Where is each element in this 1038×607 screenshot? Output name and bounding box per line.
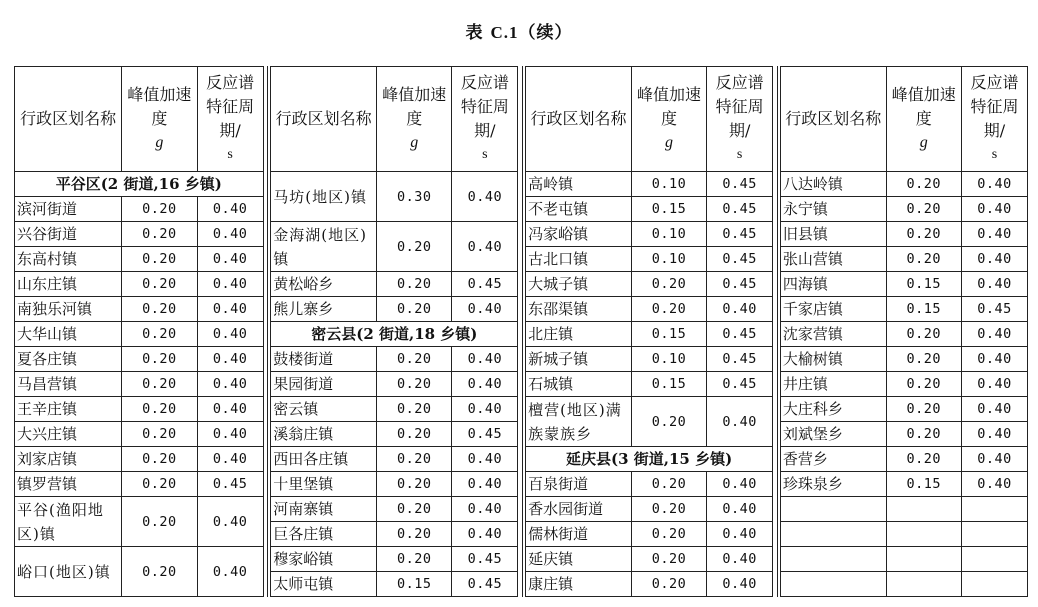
region-name: 新城子镇	[524, 347, 631, 372]
period-value: 0.45	[707, 347, 773, 372]
period-value: 0.40	[452, 472, 518, 497]
column-header-name: 行政区划名称	[15, 67, 122, 172]
region-name: 穆家峪镇	[269, 547, 376, 572]
region-name: 兴谷街道	[15, 222, 122, 247]
period-value: 0.45	[707, 222, 773, 247]
pga-value: 0.10	[631, 247, 706, 272]
pga-value: 0.20	[886, 347, 961, 372]
pga-value: 0.20	[122, 347, 197, 372]
period-value: 0.45	[452, 422, 518, 447]
region-name: 北庄镇	[524, 322, 631, 347]
region-name: 檀营(地区)满族蒙族乡	[524, 397, 631, 447]
column-header-name: 行政区划名称	[779, 67, 886, 172]
period-value: 0.40	[197, 247, 263, 272]
region-name: 香水园街道	[524, 497, 631, 522]
caption-code: C.1	[490, 23, 519, 42]
period-value: 0.40	[197, 422, 263, 447]
region-name: 延庆镇	[524, 547, 631, 572]
region-name: 百泉街道	[524, 472, 631, 497]
region-name: 巨各庄镇	[269, 522, 376, 547]
period-value: 0.40	[197, 222, 263, 247]
period-value: 0.40	[197, 197, 263, 222]
table-row	[15, 272, 1028, 297]
column-header-pga	[886, 67, 961, 172]
pga-value: 0.20	[122, 472, 197, 497]
pga-value: 0.20	[631, 547, 706, 572]
pga-value: 0.20	[631, 472, 706, 497]
region-name: 十里堡镇	[269, 472, 376, 497]
table-row	[15, 497, 1028, 522]
empty-cell	[886, 547, 961, 572]
column-header-period	[452, 67, 518, 172]
table-row	[15, 297, 1028, 322]
column-header-period	[707, 67, 773, 172]
period-value: 0.40	[961, 472, 1027, 497]
column-header-pga	[377, 67, 452, 172]
region-name: 古北口镇	[524, 247, 631, 272]
table-row	[15, 447, 1028, 472]
pga-value: 0.20	[122, 447, 197, 472]
seismic-parameter-table	[14, 66, 1028, 597]
period-value: 0.40	[961, 272, 1027, 297]
period-value: 0.40	[452, 297, 518, 322]
table-row	[15, 322, 1028, 347]
period-value: 0.40	[707, 497, 773, 522]
pga-value: 0.20	[886, 247, 961, 272]
period-value: 0.40	[197, 497, 263, 547]
pga-value: 0.20	[886, 447, 961, 472]
region-name: 河南寨镇	[269, 497, 376, 522]
period-value: 0.40	[961, 197, 1027, 222]
empty-cell	[961, 572, 1027, 597]
header-period-unit: s	[991, 147, 998, 162]
region-name: 王辛庄镇	[15, 397, 122, 422]
pga-value: 0.20	[631, 397, 706, 447]
table-row	[15, 372, 1028, 397]
region-name: 刘斌堡乡	[779, 422, 886, 447]
region-name: 峪口(地区)镇	[15, 547, 122, 597]
pga-value: 0.20	[122, 372, 197, 397]
column-header-period	[197, 67, 263, 172]
region-name: 大榆树镇	[779, 347, 886, 372]
header-period-unit: s	[482, 147, 488, 162]
pga-value: 0.20	[631, 522, 706, 547]
empty-cell	[961, 547, 1027, 572]
section-heading: 密云县(2 街道,18 乡镇)	[269, 322, 518, 347]
pga-value: 0.15	[377, 572, 452, 597]
region-name: 大华山镇	[15, 322, 122, 347]
region-name: 密云镇	[269, 397, 376, 422]
period-value: 0.40	[452, 372, 518, 397]
region-name: 康庄镇	[524, 572, 631, 597]
table-row	[15, 347, 1028, 372]
region-name: 永宁镇	[779, 197, 886, 222]
period-value: 0.45	[197, 472, 263, 497]
section-heading: 平谷区(2 街道,16 乡镇)	[15, 172, 264, 197]
section-heading: 延庆县(3 街道,15 乡镇)	[524, 447, 773, 472]
region-name: 大城子镇	[524, 272, 631, 297]
region-name: 黄松峪乡	[269, 272, 376, 297]
column-header-name: 行政区划名称	[269, 67, 376, 172]
region-name: 鼓楼街道	[269, 347, 376, 372]
table-row	[15, 172, 1028, 197]
pga-value: 0.20	[377, 472, 452, 497]
region-name: 高岭镇	[524, 172, 631, 197]
pga-value: 0.20	[122, 272, 197, 297]
pga-value: 0.20	[122, 397, 197, 422]
pga-value: 0.20	[631, 572, 706, 597]
pga-value: 0.20	[377, 297, 452, 322]
period-value: 0.45	[452, 547, 518, 572]
pga-value: 0.10	[631, 222, 706, 247]
column-header-pga	[631, 67, 706, 172]
period-value: 0.40	[961, 172, 1027, 197]
pga-value: 0.20	[377, 447, 452, 472]
period-value: 0.40	[961, 347, 1027, 372]
pga-value: 0.20	[377, 347, 452, 372]
region-name: 冯家峪镇	[524, 222, 631, 247]
pga-value: 0.10	[631, 347, 706, 372]
period-value: 0.40	[707, 547, 773, 572]
pga-value: 0.20	[886, 422, 961, 447]
period-value: 0.45	[707, 247, 773, 272]
empty-cell	[961, 522, 1027, 547]
panel-gap	[518, 422, 524, 447]
header-pga-label: 峰值加速度	[127, 85, 192, 128]
table-row	[15, 247, 1028, 272]
region-name: 大兴庄镇	[15, 422, 122, 447]
header-pga-unit: g	[664, 134, 673, 151]
period-value: 0.40	[452, 222, 518, 272]
empty-cell	[886, 522, 961, 547]
header-period-label: 反应谱特征周期/	[206, 73, 255, 140]
period-value: 0.45	[707, 197, 773, 222]
pga-value: 0.20	[886, 372, 961, 397]
region-name: 马坊(地区)镇	[269, 172, 376, 222]
region-name: 香营乡	[779, 447, 886, 472]
pga-value: 0.20	[377, 547, 452, 572]
region-name: 溪翁庄镇	[269, 422, 376, 447]
region-name: 西田各庄镇	[269, 447, 376, 472]
pga-value: 0.20	[377, 372, 452, 397]
region-name: 果园街道	[269, 372, 376, 397]
pga-value: 0.20	[631, 272, 706, 297]
table-row	[15, 472, 1028, 497]
period-value: 0.40	[707, 572, 773, 597]
period-value: 0.40	[961, 447, 1027, 472]
pga-value: 0.20	[886, 197, 961, 222]
header-period-label: 反应谱特征周期/	[970, 73, 1019, 140]
region-name: 平谷(渔阳地区)镇	[15, 497, 122, 547]
period-value: 0.40	[452, 397, 518, 422]
pga-value: 0.20	[377, 422, 452, 447]
period-value: 0.40	[961, 247, 1027, 272]
period-value: 0.40	[707, 522, 773, 547]
pga-value: 0.20	[122, 322, 197, 347]
period-value: 0.45	[707, 322, 773, 347]
region-name: 儒林街道	[524, 522, 631, 547]
region-name: 滨河街道	[15, 197, 122, 222]
region-name: 东高村镇	[15, 247, 122, 272]
period-value: 0.45	[707, 272, 773, 297]
period-value: 0.40	[452, 447, 518, 472]
period-value: 0.40	[707, 397, 773, 447]
period-value: 0.40	[197, 322, 263, 347]
region-name: 金海湖(地区)镇	[269, 222, 376, 272]
pga-value: 0.20	[631, 497, 706, 522]
period-value: 0.45	[452, 272, 518, 297]
header-period-label: 反应谱特征周期/	[460, 73, 509, 140]
pga-value: 0.20	[377, 222, 452, 272]
empty-cell	[779, 572, 886, 597]
pga-value: 0.20	[122, 197, 197, 222]
caption-prefix: 表	[465, 23, 491, 43]
period-value: 0.45	[452, 572, 518, 597]
region-name: 珍珠泉乡	[779, 472, 886, 497]
region-name: 熊儿寨乡	[269, 297, 376, 322]
pga-value: 0.20	[377, 522, 452, 547]
period-value: 0.45	[707, 372, 773, 397]
region-name: 夏各庄镇	[15, 347, 122, 372]
caption-suffix: （续）	[518, 23, 573, 43]
period-value: 0.40	[961, 422, 1027, 447]
table-caption	[0, 18, 1038, 43]
region-name: 不老屯镇	[524, 197, 631, 222]
region-name: 八达岭镇	[779, 172, 886, 197]
period-value: 0.40	[197, 297, 263, 322]
period-value: 0.40	[197, 397, 263, 422]
pga-value: 0.20	[886, 397, 961, 422]
period-value: 0.40	[197, 272, 263, 297]
pga-value: 0.15	[886, 297, 961, 322]
region-name: 山东庄镇	[15, 272, 122, 297]
column-header-pga	[122, 67, 197, 172]
region-name: 南独乐河镇	[15, 297, 122, 322]
region-name: 千家店镇	[779, 297, 886, 322]
empty-cell	[886, 572, 961, 597]
period-value: 0.40	[961, 397, 1027, 422]
panel-gap	[263, 197, 269, 222]
header-pga-label: 峰值加速度	[891, 85, 956, 128]
pga-value: 0.20	[122, 222, 197, 247]
period-value: 0.40	[197, 347, 263, 372]
period-value: 0.40	[961, 372, 1027, 397]
pga-value: 0.15	[886, 272, 961, 297]
region-name: 张山营镇	[779, 247, 886, 272]
period-value: 0.40	[197, 372, 263, 397]
pga-value: 0.15	[631, 322, 706, 347]
header-pga-unit: g	[155, 134, 164, 151]
period-value: 0.40	[452, 497, 518, 522]
pga-value: 0.20	[886, 222, 961, 247]
pga-value: 0.20	[122, 422, 197, 447]
region-name: 石城镇	[524, 372, 631, 397]
header-period-unit: s	[736, 147, 743, 162]
pga-value: 0.30	[377, 172, 452, 222]
empty-cell	[779, 497, 886, 522]
pga-value: 0.20	[631, 297, 706, 322]
period-value: 0.40	[452, 347, 518, 372]
pga-value: 0.20	[122, 547, 197, 597]
column-header-period	[961, 67, 1027, 172]
pga-value: 0.15	[631, 372, 706, 397]
pga-value: 0.15	[631, 197, 706, 222]
period-value: 0.45	[961, 297, 1027, 322]
period-value: 0.40	[961, 322, 1027, 347]
period-value: 0.45	[707, 172, 773, 197]
pga-value: 0.20	[122, 497, 197, 547]
region-name: 大庄科乡	[779, 397, 886, 422]
region-name: 旧县镇	[779, 222, 886, 247]
pga-value: 0.20	[886, 172, 961, 197]
pga-value: 0.20	[377, 497, 452, 522]
header-row	[15, 67, 1028, 172]
pga-value: 0.20	[377, 272, 452, 297]
region-name: 四海镇	[779, 272, 886, 297]
pga-value: 0.10	[631, 172, 706, 197]
column-header-name: 行政区划名称	[524, 67, 631, 172]
table-row	[15, 422, 1028, 447]
period-value: 0.40	[452, 172, 518, 222]
empty-cell	[779, 522, 886, 547]
header-pga-unit: g	[410, 134, 419, 151]
header-period-unit: s	[227, 147, 233, 162]
region-name: 镇罗营镇	[15, 472, 122, 497]
empty-cell	[961, 497, 1027, 522]
panel-gap	[263, 247, 269, 272]
empty-cell	[886, 497, 961, 522]
table-row	[15, 547, 1028, 572]
region-name: 刘家店镇	[15, 447, 122, 472]
period-value: 0.40	[452, 522, 518, 547]
region-name: 井庄镇	[779, 372, 886, 397]
pga-value: 0.15	[886, 472, 961, 497]
period-value: 0.40	[197, 547, 263, 597]
pga-value: 0.20	[122, 297, 197, 322]
region-name: 太师屯镇	[269, 572, 376, 597]
period-value: 0.40	[961, 222, 1027, 247]
header-period-label: 反应谱特征周期/	[715, 73, 764, 140]
period-value: 0.40	[707, 297, 773, 322]
table-row	[15, 197, 1028, 222]
header-pga-unit: g	[919, 134, 928, 151]
pga-value: 0.20	[377, 397, 452, 422]
pga-value: 0.20	[886, 322, 961, 347]
table-row	[15, 222, 1028, 247]
header-pga-label: 峰值加速度	[382, 85, 447, 128]
header-pga-label: 峰值加速度	[636, 85, 701, 128]
period-value: 0.40	[197, 447, 263, 472]
empty-cell	[779, 547, 886, 572]
region-name: 马昌营镇	[15, 372, 122, 397]
period-value: 0.40	[707, 472, 773, 497]
region-name: 东邵渠镇	[524, 297, 631, 322]
region-name: 沈家营镇	[779, 322, 886, 347]
table-row	[15, 397, 1028, 422]
pga-value: 0.20	[122, 247, 197, 272]
